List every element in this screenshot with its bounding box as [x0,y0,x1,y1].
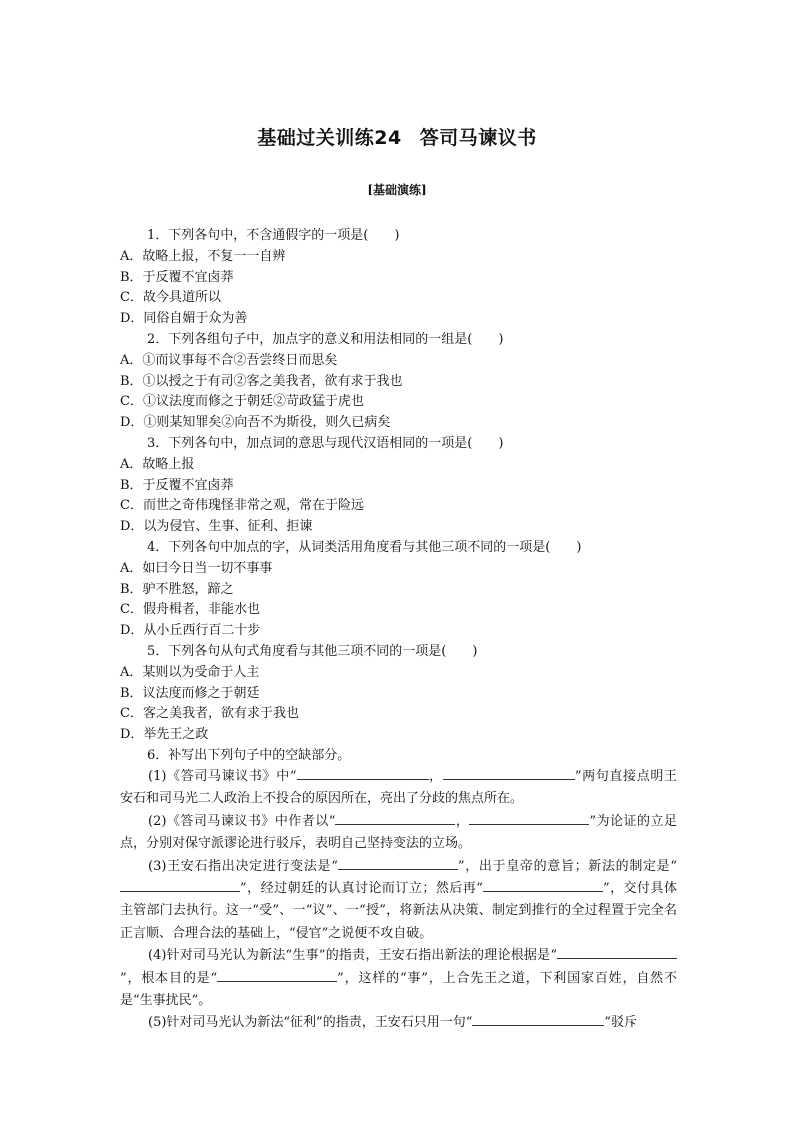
question-4-option-a: A．如曰今日当一切不事事 [120,560,273,576]
question-5-option-d: D．举先王之政 [120,727,209,743]
question-1-stem: 1．下列各句中，不含通假字的一项是( ) [147,228,400,243]
fill-5-text-b: ”驳斥 [604,1015,638,1031]
fill-4-text-c: ”，这样的“事”，上合先王之道，下利国家百姓，自然不是“生事扰民”。 [120,970,677,1009]
fill-item-5 [120,1012,677,1034]
question-4-option-b: B．驴不胜怒，蹄之 [120,581,234,597]
question-2-option-d: D．①则某知罪矣②向吾不为斯役，则久已病矣 [120,415,391,431]
question-6-stem: 6．补写出下列句子中的空缺部分。 [147,747,351,763]
fill-in-section [120,766,677,1035]
fill-1-text-a: (1)《答司马谏议书》中“ [148,769,297,784]
question-5-option-a: A．某则以为受命于人主 [120,664,260,680]
fill-item-2 [120,811,677,856]
title-main: 基础过关训练24 [257,127,402,149]
title-sub: 答司马谏议书 [419,127,537,149]
fill-3-text-a: (3)王安石指出决定进行变法是“ [148,858,338,874]
fill-2-text-a: (2)《答司马谏议书》中作者以“ [148,813,336,829]
fill-2-text-b: ， [455,813,470,829]
question-2-option-a: A．①而议事每不合②吾尝终日而思矣 [120,352,338,368]
answer-blank[interactable] [120,878,240,892]
answer-blank[interactable] [469,811,589,825]
fill-1-text-b: ， [428,769,443,784]
question-2-option-b: B．①以授之于有司②客之美我者，欲有求于我也 [120,373,403,389]
question-3-stem: 3．下列各句中，加点词的意思与现代汉语相同的一项是( ) [147,435,504,451]
question-5-option-b: B．议法度而修之于朝廷 [120,685,260,701]
question-4-option-d: D．从小丘西行百二十步 [120,623,261,639]
fill-item-3 [120,856,677,946]
section-heading: [基础演练] [367,183,427,197]
question-4-stem: 4．下列各句中加点的字，从词类活用角度看与其他三项不同的一项是( ) [147,539,582,555]
fill-2-text-c: ”为论证的立足点，分别对保守派谬论进行驳斥，表明自己坚持变法的立场。 [120,813,677,852]
question-5-option-c: C．客之美我者，欲有求于我也 [120,706,299,722]
fill-3-text-c: ”，经过朝廷的认真讨论而订立；然后再“ [240,881,483,897]
fill-5-text-a: (5)针对司马光认为新法“征利”的指责，王安石只用一句“ [148,1015,473,1031]
answer-blank[interactable] [472,1012,604,1026]
answer-blank[interactable] [483,878,603,892]
page-title [0,123,794,150]
question-1-option-b: B．于反覆不宜卤莽 [120,269,234,285]
answer-blank[interactable] [217,968,337,982]
fill-1-text-c: ”两句直接点明王安石和司马光二人政治上不投合的原因所在，亮出了分歧的焦点所在。 [120,769,677,807]
answer-blank[interactable] [443,766,575,780]
question-3-option-b: B．于反覆不宜卤莽 [120,477,234,493]
fill-item-4 [120,945,677,1012]
fill-item-1 [120,766,677,811]
question-3-option-d: D．以为侵官、生事、征利、拒谏 [120,519,313,535]
question-1-option-d: D．同俗自媚于众为善 [120,311,248,327]
fill-4-text-b: ”，根本目的是“ [120,970,218,986]
question-3-option-a: A．故略上报 [120,456,195,472]
question-1-option-a: A．故略上报，不复一一自辨 [120,248,286,264]
answer-blank[interactable] [335,811,455,825]
question-2-stem: 2．下列各组句子中，加点字的意义和用法相同的一组是( ) [147,331,504,347]
fill-3-text-b: ”，出于皇帝的意旨；新法的制定是“ [457,858,678,874]
fill-3-text-d: ”，交付具体主管部门去执行。这一“受”、一“议”、一“授”，将新法从决策、制定到推行的全过程置于完全名正言顺、合理合法的基础上，“侵官”之说便不攻自破。 [120,881,677,941]
question-2-option-c: C．①议法度而修之于朝廷②苛政猛于虎也 [120,394,364,410]
question-list [120,226,694,767]
question-3-option-c: C．而世之奇伟瑰怪非常之观，常在于险远 [120,498,364,514]
question-4-option-c: C．假舟楫者，非能水也 [120,602,260,618]
question-1-option-c: C．故今具道所以 [120,290,221,306]
fill-4-text-a: (4)针对司马光认为新法“生事”的指责，王安石指出新法的理论根据是“ [148,948,557,964]
answer-blank[interactable] [297,766,429,780]
answer-blank[interactable] [557,945,677,959]
answer-blank[interactable] [338,856,458,870]
question-5-stem: 5．下列各句从句式角度看与其他三项不同的一项是( ) [147,643,478,659]
